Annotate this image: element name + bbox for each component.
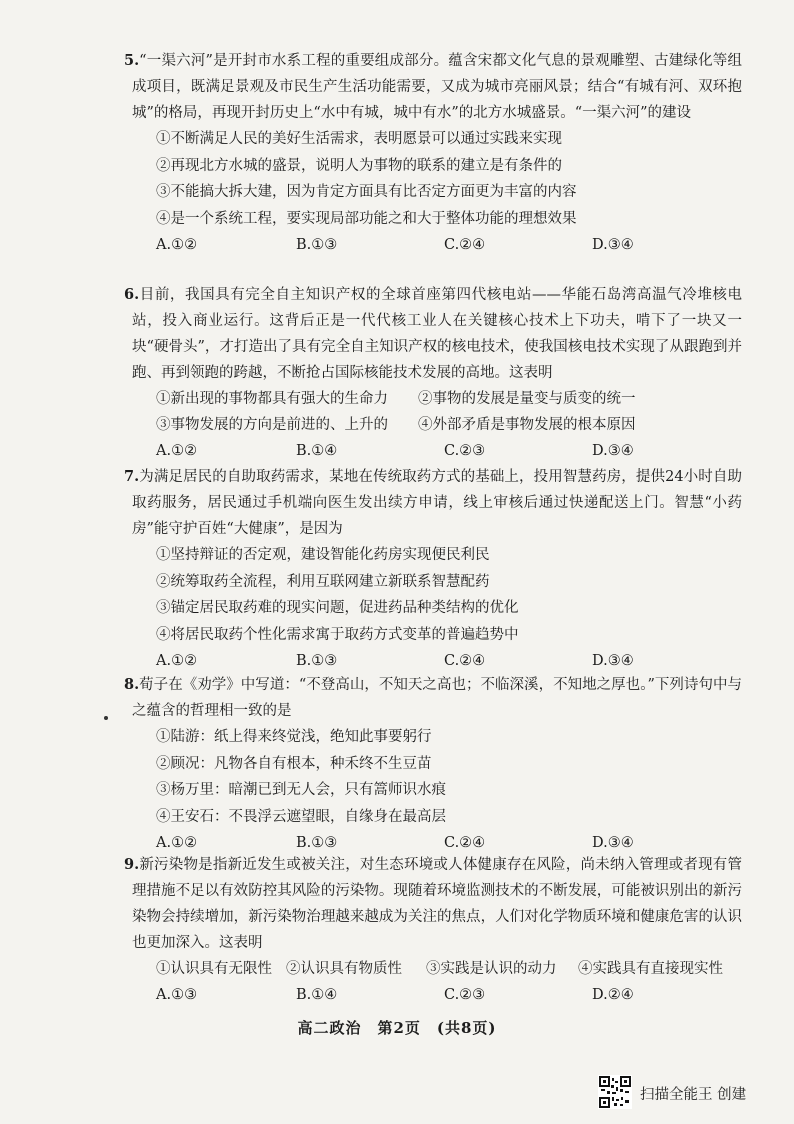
choice-d: D.③④ — [592, 443, 634, 459]
question-stem — [124, 672, 742, 724]
statement-option: ④是一个系统工程，要实现局部功能之和大于整体功能的理想效果 — [156, 210, 577, 227]
question-5 — [124, 48, 742, 258]
choice-a: A.①② — [156, 443, 198, 459]
question-9 — [124, 852, 742, 1008]
statement-option: ④实践具有直接现实性 — [578, 961, 723, 977]
choice-c: C.②③ — [444, 443, 486, 459]
statement-row — [132, 412, 742, 438]
statement-option: ①新出现的事物都具有强大的生命力 — [156, 391, 388, 407]
watermark-text: 扫描全能王 创建 — [640, 1087, 747, 1103]
choice-d: D.②④ — [592, 987, 634, 1003]
question-number: 7. — [124, 468, 140, 485]
choice-c: C.②④ — [444, 835, 486, 851]
question-number: 8. — [124, 676, 140, 693]
statement-option: ②认识具有物质性 — [286, 961, 402, 977]
statement-option: ①认识具有无限性 — [156, 961, 272, 977]
statement-option: ①不断满足人民的美好生活需求，表明愿景可以通过实践来实现 — [156, 131, 562, 147]
statement-option: ③锚定居民取药难的现实问题，促进药品种类结构的优化 — [156, 600, 519, 616]
statement-option: ②统筹取药全流程，利用互联网建立新联系智慧配药 — [156, 573, 490, 590]
statement-option: ③不能搞大拆大建，因为肯定方面具有比否定方面更为丰富的内容 — [156, 184, 577, 200]
statement-option: ②事物的发展是量变与质变的统一 — [418, 391, 636, 407]
choice-a: A.①② — [156, 835, 198, 851]
statement-option: ④外部矛盾是事物发展的根本原因 — [418, 417, 636, 433]
statement-option: ③实践是认识的动力 — [426, 961, 557, 977]
answer-choices — [132, 438, 742, 464]
statement-row — [132, 386, 742, 412]
choice-c: C.②④ — [444, 653, 486, 669]
question-stem — [124, 852, 742, 956]
statement-row — [132, 956, 742, 982]
question-stem — [124, 464, 742, 542]
question-7 — [124, 464, 742, 674]
question-stem — [124, 48, 742, 126]
choice-c: C.②③ — [444, 987, 486, 1003]
question-text: 新污染物是指新近发生或被关注，对生态环境或人体健康存在风险，尚未纳入管理或者现有管理措施不足以有效防控其风险的污染物。现随着环境监测技术的不断发展，可能被识别出的新污染物会持续增加，新污染物治理越来越成为关注的焦点，人们对化学物质环境和健康危害的认识也更加深入。这表明 — [132, 857, 742, 951]
question-text: 为满足居民的自助取药需求，某地在传统取药方式的基础上，投用智慧药房，提供24小时自助取药服务，居民通过手机端向医生发出续方申请，线上审核后通过快递配送上门。智慧“小药房”能守护百姓“大健康”，是因为 — [132, 469, 742, 537]
statement-option: ①坚持辩证的否定观，建设智能化药房实现便民利民 — [156, 547, 490, 563]
question-8 — [124, 672, 742, 856]
choice-a: A.①② — [156, 237, 198, 253]
choice-b: B.①④ — [296, 987, 338, 1003]
choice-a: A.①② — [156, 653, 198, 669]
statement-option: ②再现北方水城的盛景，说明人为事物的联系的建立是有条件的 — [156, 157, 562, 174]
choice-b: B.①③ — [296, 653, 338, 669]
choice-a: A.①③ — [156, 987, 198, 1003]
statement-option: ②顾况：凡物各自有根本，种禾终不生豆苗 — [156, 755, 432, 772]
choice-c: C.②④ — [444, 237, 486, 253]
question-text: “一渠六河”是开封市水系工程的重要组成部分。蕴含宋都文化气息的景观雕塑、古建绿化等组成项目，既满足景观及市民生产生活功能需要，又成为城市亮丽风景；结合“有城有河、双环抱城”的格局，再现开封历史上“水中有城，城中有水”的北方水城盛景。“一渠六河”的建设 — [132, 53, 742, 121]
question-number: 5. — [124, 52, 140, 69]
choice-b: B.①④ — [296, 443, 338, 459]
question-6 — [124, 282, 742, 464]
statement-option: ④将居民取药个性化需求寓于取药方式变革的普遍趋势中 — [156, 626, 519, 643]
choice-b: B.①③ — [296, 237, 338, 253]
question-number: 6. — [124, 286, 140, 303]
choice-b: B.①③ — [296, 835, 338, 851]
choice-d: D.③④ — [592, 835, 634, 851]
statement-option: ③杨万里：暗潮已到无人会，只有篙师识水痕 — [156, 782, 446, 798]
page-footer: 高二政治 第2页 (共8页) — [297, 1019, 497, 1037]
choice-d: D.③④ — [592, 237, 634, 253]
question-number: 9. — [124, 856, 140, 873]
answer-choices — [132, 232, 742, 258]
choice-d: D.③④ — [592, 653, 634, 669]
qr-code-icon — [598, 1075, 632, 1109]
question-stem — [124, 282, 742, 386]
statement-option: ①陆游：纸上得来终觉浅，绝知此事要躬行 — [156, 729, 432, 745]
question-text: 目前，我国具有完全自主知识产权的全球首座第四代核电站——华能石岛湾高温气冷堆核电站，投入商业运行。这背后正是一代代核工业人在关键核心技术上下功夫，啃下了一块又一块“硬骨头”，才打造出了具有完全自主知识产权的核电技术，使我国核电技术实现了从跟跑到并跑、再到领跑的跨越，不断抢占国际核能技术发展的高地。这表明 — [132, 287, 742, 381]
answer-choices — [132, 982, 742, 1008]
scan-speck — [104, 716, 108, 720]
question-text: 荀子在《劝学》中写道：“不登高山，不知天之高也；不临深溪，不知地之厚也。”下列诗句中与之蕴含的哲理相一致的是 — [132, 677, 742, 719]
answer-choices — [132, 648, 742, 674]
statement-option: ④王安石：不畏浮云遮望眼，自缘身在最高层 — [156, 808, 446, 825]
statement-option: ③事物发展的方向是前进的、上升的 — [156, 417, 388, 433]
